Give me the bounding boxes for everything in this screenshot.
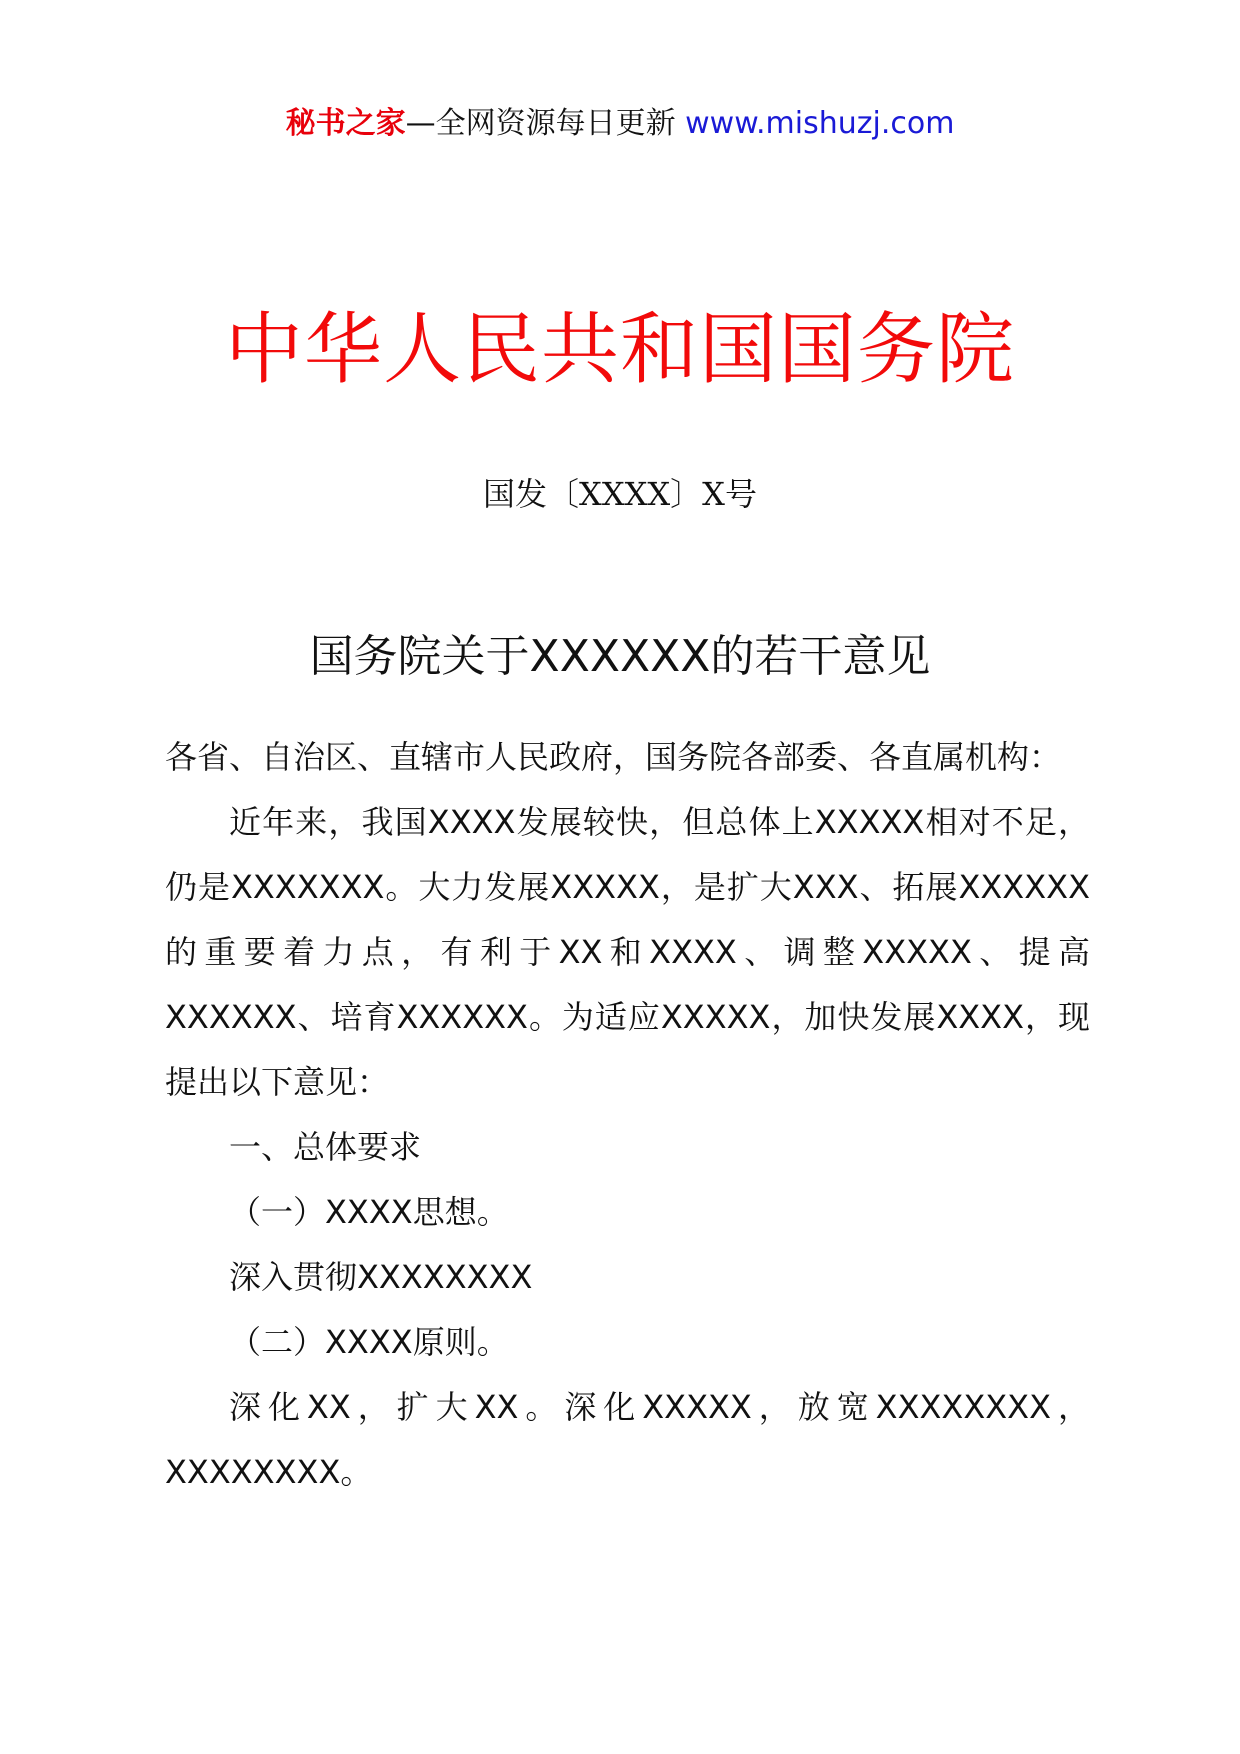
document-body: [165, 725, 1090, 1505]
subsection-heading-1: （一）XXXX思想。: [229, 1193, 509, 1231]
document-title: 国务院关于XXXXXX的若干意见: [309, 631, 931, 682]
site-header: [0, 100, 1240, 148]
intro-paragraph: 近年来，我国XXXX发展较快，但总体上XXXXX相对不足，仍是XXXXXXX。大力发展XXXXX，是扩大XXX、拓展XXXXXX的重要着力点，有利于XX和XXXX、调整XXXXX、提高XXXXXX、培育XXXXXX。为适应XXXXX，加快发展XXXX，现提出以下意见：: [165, 803, 1090, 1101]
site-name: 秘书之家: [285, 106, 406, 141]
subsection-heading-2: （二）XXXX原则。: [229, 1323, 509, 1361]
subsection-text-1: 深入贯彻XXXXXXXX: [229, 1258, 533, 1296]
addressee: 各省、自治区、直辖市人民政府，国务院各部委、各直属机构：: [165, 738, 1062, 776]
site-tagline: —全网资源每日更新: [405, 106, 686, 141]
site-url[interactable]: www.mishuzj.com: [685, 106, 955, 141]
subsection-text-2: 深化XX，扩大XX。深化XXXXX，放宽XXXXXXXX，XXXXXXXX。: [165, 1388, 1090, 1491]
section-heading-1: 一、总体要求: [229, 1128, 422, 1166]
document-number: 国发〔XXXX〕X号: [483, 475, 757, 513]
agency-masthead: 中华人民共和国国务院: [224, 305, 1015, 395]
